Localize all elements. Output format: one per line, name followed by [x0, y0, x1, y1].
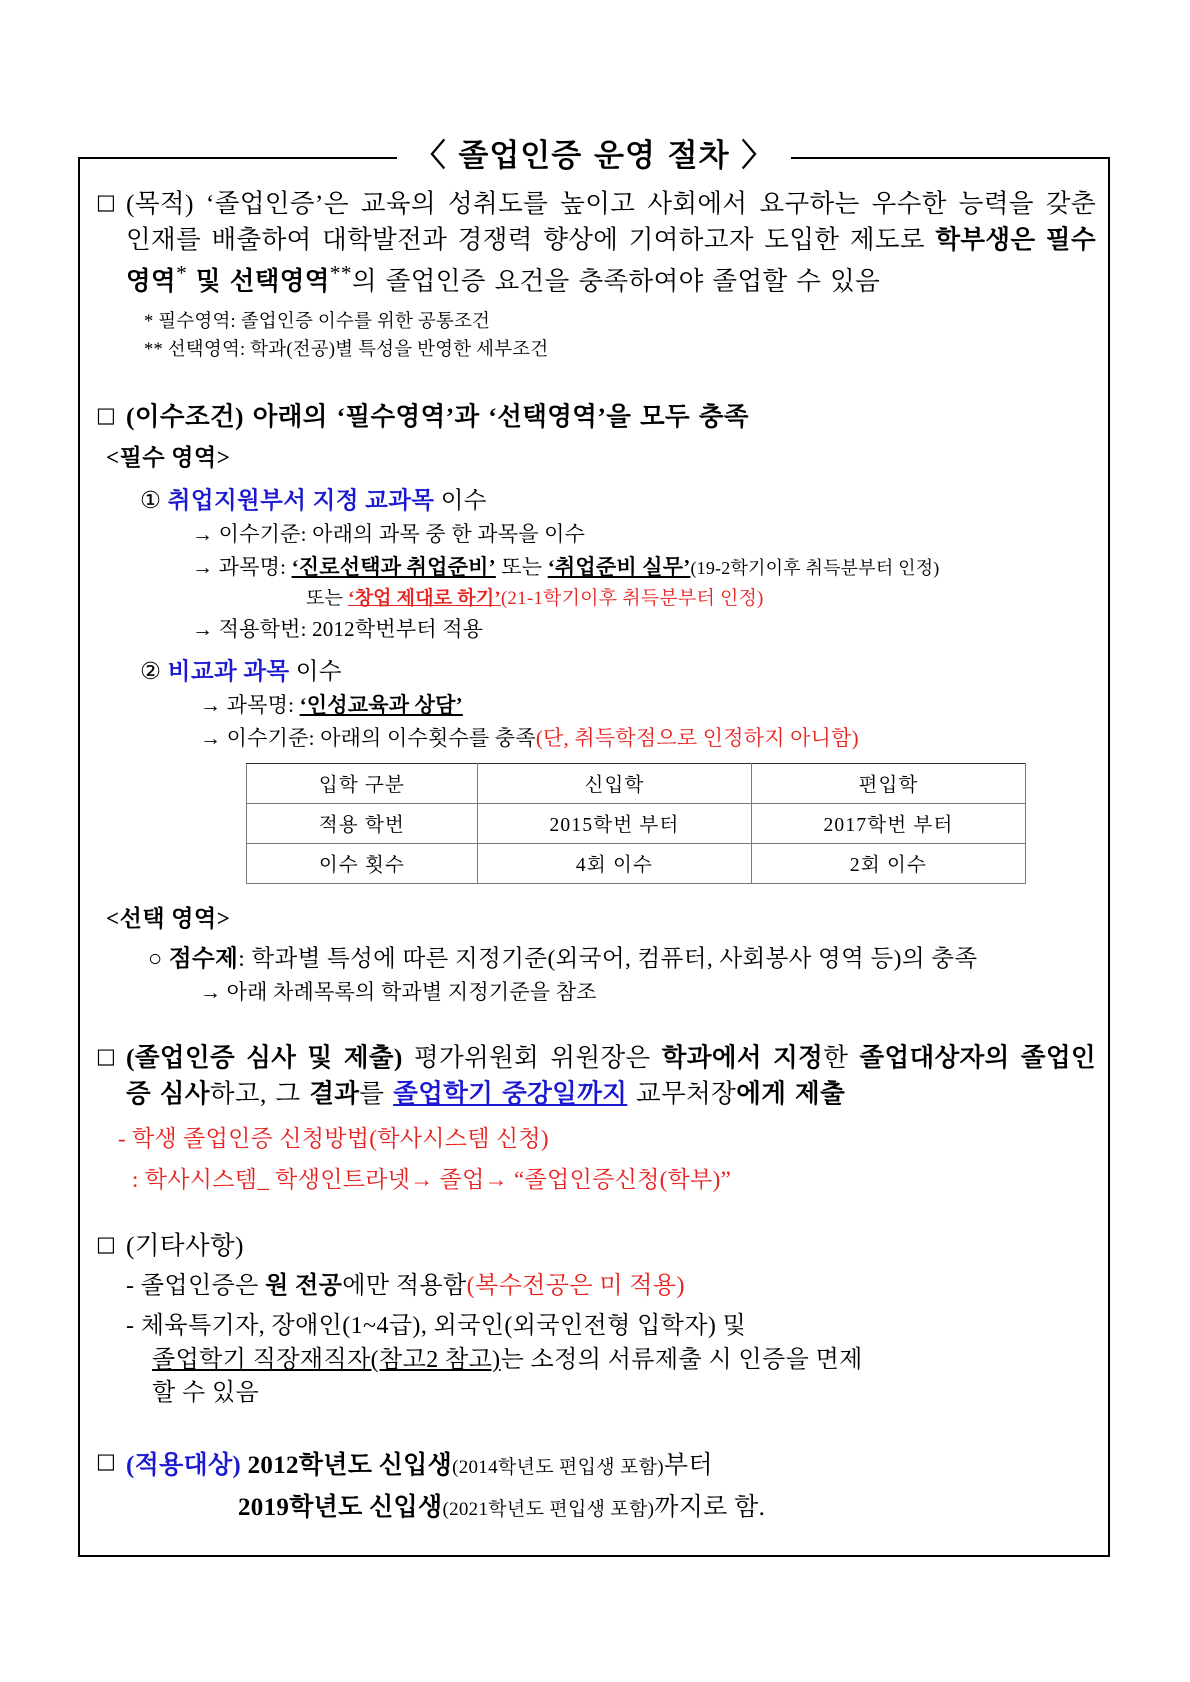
others-dash-item-1 [126, 1270, 1096, 1304]
target-label: (적용대상) [126, 1451, 242, 1479]
document-content [96, 186, 1096, 1523]
purpose-footnotes [144, 309, 1096, 365]
elective-marker: ○ [148, 945, 163, 972]
others-dash-item-2 [126, 1310, 1096, 1411]
others-heading: (기타사항) [126, 1231, 244, 1261]
elective-arrow: → 아래 차례목록의 학과별 지정기준을 참조 [200, 979, 597, 1004]
item-1-rest: 이수 [434, 487, 487, 514]
table-cell: 입학 구분 [247, 763, 478, 803]
others-2-line-3: 할 수 있음 [152, 1380, 260, 1407]
review-text-5: 교무처장 [627, 1079, 737, 1109]
item-1-course-c: ‘창업 제대로 하기’ [348, 587, 501, 609]
review-text-3: 하고, 그 [209, 1079, 310, 1109]
table-cell: 적용 학번 [247, 803, 478, 843]
item-1-course-or: 또는 [495, 555, 548, 580]
item-1-year-label: → 적용학번: [192, 616, 313, 641]
purpose-text-2: 의 졸업인증 요건을 충족하여야 졸업할 수 있음 [351, 266, 881, 296]
others-2-underline: 졸업학기 직장재직자(참고2 참고) [152, 1346, 501, 1373]
others-1-b: 원 전공 [265, 1273, 343, 1300]
review-bold-2: 졸업대상자의 졸업인증 심사 [126, 1042, 1097, 1109]
target-1-b: (2014학년도 편입생 포함) [452, 1456, 664, 1478]
table-cell: 2017학번 부터 [752, 803, 1026, 843]
table-row [247, 763, 1026, 803]
section-others [96, 1228, 1096, 1264]
checkbox-purpose: □ [96, 190, 116, 214]
review-bold-1: 학과에서 지정 [661, 1042, 824, 1072]
table-row [247, 843, 1026, 883]
item-2-rest: 이수 [289, 658, 343, 685]
essential-area-heading: <필수 영역> [106, 444, 231, 470]
table-row [247, 803, 1026, 843]
item-1-marker: ① [140, 487, 162, 514]
purpose-paragraph [126, 186, 1096, 300]
item-1-course [192, 553, 1096, 581]
target-1-c: 부터 [663, 1451, 713, 1479]
item-2-course-label: → 과목명: [200, 692, 300, 717]
review-bold-3: 결과 [309, 1079, 360, 1109]
section-purpose [96, 186, 1096, 365]
table-cell: 4회 이수 [478, 843, 752, 883]
requirement-item-2 [140, 652, 1096, 686]
item-1-criteria-text: 아래의 과목 중 한 과목을 이수 [312, 521, 586, 546]
footnote-2: ** 선택영역: 학과(전공)별 특성을 반영한 세부조건 [144, 339, 549, 360]
others-1-c: 에만 적용함 [342, 1273, 467, 1300]
checkbox-review: □ [96, 1043, 116, 1068]
footnote-1: * 필수영역: 졸업인증 이수를 위한 공통조건 [144, 312, 491, 333]
spacer [96, 1006, 1096, 1040]
requirements-label: (이수조건) [126, 401, 244, 431]
review-bold-4: 에게 제출 [736, 1079, 846, 1109]
table-cell: 이수 횟수 [247, 843, 478, 883]
target-line-2 [238, 1487, 1096, 1523]
purpose-sup-1: * [176, 261, 188, 286]
others-1-a: - 졸업인증은 [126, 1273, 266, 1300]
page-title: 〈 졸업인증 운영 절차 〉 [397, 141, 792, 172]
item-1-course-c-prefix: 또는 [306, 587, 349, 609]
elective-item [148, 939, 1096, 973]
others-2-b: 는 소정의 서류제출 시 인증을 면제 [500, 1346, 863, 1373]
spacer [96, 884, 1096, 896]
checkbox-requirements: □ [96, 402, 116, 427]
others-2-line-2 [152, 1344, 1096, 1378]
target-2-c: 까지로 함. [654, 1493, 766, 1521]
section-review [96, 1040, 1096, 1112]
item-1-course-c-note: (21-1학기이후 취득분부터 인정) [500, 587, 764, 609]
item-2-course-name: ‘인성교육과 상담’ [299, 692, 463, 717]
item-1-criteria [192, 520, 1096, 548]
item-2-marker: ② [140, 658, 162, 685]
review-red-note-2: : 학사시스템_ 학생인트라넷→ 졸업→ “졸업인증신청(학부)” [132, 1167, 732, 1193]
item-2-criteria [200, 724, 1096, 752]
elective-text: : 학과별 특성에 따른 지정기준(외국어, 컴퓨터, 사회봉사 영역 등)의 충족 [238, 945, 978, 972]
review-text-2: 한 [823, 1042, 860, 1072]
item-1-year [192, 615, 1096, 643]
item-2-criteria-label: → 이수기준: [200, 726, 321, 751]
purpose-sup-2: ** [329, 261, 352, 286]
section-target [96, 1445, 1096, 1523]
section-requirements [96, 399, 1096, 435]
item-1-course-b: ‘취업준비 실무’ [547, 555, 691, 580]
item-2-blue-text: 비교과 과목 [167, 658, 290, 685]
review-red-note-1: - 학생 졸업인증 신청방법(학사시스템 신청) [118, 1126, 549, 1152]
purpose-bold-1: 학부생은 필수영역 [126, 225, 1096, 296]
item-1-course-label: → 과목명: [192, 555, 292, 580]
item-2-criteria-text: 아래의 이수횟수를 충족 [320, 726, 536, 751]
purpose-bold-2: 및 선택영역 [187, 266, 330, 296]
purpose-label: (목적) [126, 189, 194, 218]
spacer [96, 1411, 1096, 1445]
checkbox-target: □ [96, 1448, 116, 1473]
target-1-a: 2012학년도 신입생 [241, 1451, 453, 1479]
others-2-a: - 체육특기자, 장애인(1~4급), 외국인(외국인전형 입학자) 및 [126, 1313, 747, 1340]
review-text-4: 를 [359, 1079, 394, 1109]
item-1-course-b-note: (19-2학기이후 취득분부터 인정) [690, 558, 940, 579]
others-1-red: (복수전공은 미 적용) [466, 1273, 685, 1300]
table-cell: 편입학 [752, 763, 1026, 803]
requirement-count-table [246, 763, 1026, 884]
requirements-heading [126, 399, 1096, 435]
checkbox-others: □ [96, 1232, 116, 1257]
spacer [96, 365, 1096, 399]
table-cell: 2015학번 부터 [478, 803, 752, 843]
item-1-course-c-line [306, 583, 1096, 610]
item-2-course [200, 691, 1096, 719]
review-paragraph [126, 1040, 1096, 1112]
requirements-text: 아래의 ‘필수영역’과 ‘선택영역’을 모두 충족 [252, 401, 749, 431]
item-1-year-text: 2012학번부터 적용 [312, 616, 484, 641]
review-deadline: 졸업학기 중강일까지 [393, 1079, 628, 1109]
target-line-1 [126, 1445, 1096, 1481]
target-2-a: 2019학년도 신입생 [238, 1493, 443, 1521]
item-1-criteria-label: → 이수기준: [192, 521, 313, 546]
table-cell: 2회 이수 [752, 843, 1026, 883]
spacer [96, 1194, 1096, 1228]
review-text-1: 평가위원회 위원장은 [402, 1042, 662, 1072]
elective-bold-text: 점수제 [168, 945, 239, 972]
requirement-item-1 [140, 481, 1096, 515]
table-cell: 신입학 [478, 763, 752, 803]
review-label: (졸업인증 심사 및 제출) [126, 1042, 403, 1072]
target-2-b: (2021학년도 편입생 포함) [442, 1498, 655, 1520]
elective-area-heading: <선택 영역> [106, 905, 231, 931]
purpose-text-1: ‘졸업인증’은 교육의 성취도를 높이고 사회에서 요구하는 우수한 능력을 갖춘 인재를 배출하여 대학발전과 경쟁력 향상에 기여하고자 도입한 제도로 [126, 189, 1096, 255]
item-1-course-a: ‘진로선택과 취업준비’ [291, 555, 496, 580]
item-2-criteria-note: (단, 취득학점으로 인정하지 아니함) [535, 726, 859, 751]
item-1-blue-text: 취업지원부서 지정 교과목 [167, 487, 435, 514]
